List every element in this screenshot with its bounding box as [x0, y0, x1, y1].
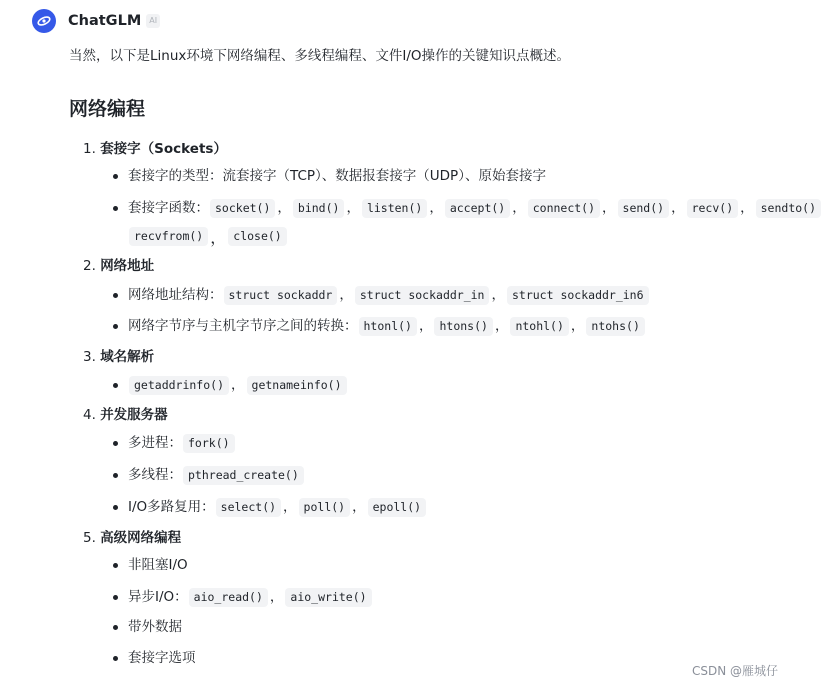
bullet-text: 多线程： [128, 467, 182, 483]
list-item-heading: 套接字（Sockets） [100, 141, 227, 157]
list-item-number: 4. [83, 407, 96, 423]
message-header [32, 8, 160, 34]
bullet-content [128, 555, 188, 575]
code-snippet: struct sockaddr_in6 [507, 286, 649, 305]
code-snippet: ntohs() [586, 317, 644, 336]
watermark: CSDN @雁城仔 [691, 664, 778, 678]
bullet-content [128, 617, 182, 637]
code-snippet: close() [228, 227, 286, 246]
bullet-text: 套接字函数： [128, 200, 209, 216]
separator: ， [283, 499, 297, 515]
code-snippet: getnameinfo() [247, 376, 347, 395]
bullet-content [128, 497, 427, 517]
code-snippet: aio_read() [189, 588, 268, 607]
bullet-content [128, 465, 305, 485]
separator: ， [269, 589, 284, 605]
code-snippet: struct sockaddr_in [355, 286, 490, 305]
separator: ， [494, 318, 509, 334]
separator: ， [277, 200, 291, 216]
code-snippet: recvfrom() [129, 227, 208, 246]
list-item-number: 2. [83, 258, 96, 274]
separator: ， [740, 200, 754, 216]
intro-text: 当然，以下是Linux环境下网络编程、多线程编程、文件I/O操作的关键知识点概述。 [69, 48, 571, 64]
list-item-heading: 域名解析 [100, 349, 155, 365]
bullet-text: 网络字节序与主机字节序之间的转换： [128, 318, 358, 334]
separator: ， [352, 499, 366, 515]
code-snippet: getaddrinfo() [129, 376, 229, 395]
list-item-number: 5. [83, 530, 96, 546]
code-snippet: aio_write() [285, 588, 371, 607]
bullet-content [128, 587, 373, 607]
bullet-text: 异步I/O： [128, 589, 188, 605]
separator: ， [418, 318, 433, 334]
separator: ， [210, 227, 227, 247]
separator: ， [512, 200, 526, 216]
bullet-text: 套接字选项 [128, 650, 196, 666]
list-item-title [83, 256, 154, 276]
bullet-text: 带外数据 [128, 619, 182, 635]
bullet-content [128, 375, 348, 395]
list-item-title [83, 405, 168, 425]
bullet-content [128, 198, 822, 218]
code-snippet: epoll() [368, 498, 426, 517]
bullet-text: 套接字的类型：流套接字（TCP）、数据报套接字（UDP）、原始套接字 [128, 168, 546, 184]
code-snippet: send() [618, 199, 670, 218]
list-item-heading: 高级网络编程 [100, 530, 182, 546]
list-item-heading: 并发服务器 [100, 407, 168, 423]
separator: ， [231, 377, 245, 393]
bullet-content [128, 285, 650, 305]
code-snippet: select() [216, 498, 281, 517]
code-snippet: struct sockaddr [224, 286, 338, 305]
separator: ， [570, 318, 585, 334]
code-snippet: socket() [210, 199, 275, 218]
code-snippet: listen() [362, 199, 427, 218]
bullet-continuation [128, 226, 288, 246]
section-title: 网络编程 [69, 98, 146, 120]
code-snippet: connect() [528, 199, 600, 218]
code-snippet: sendto() [756, 199, 821, 218]
separator: ， [671, 200, 685, 216]
code-snippet: recv() [687, 199, 739, 218]
code-snippet: pthread_create() [183, 466, 304, 485]
bullet-content [128, 648, 196, 668]
code-snippet: ntohl() [510, 317, 568, 336]
code-snippet: htons() [434, 317, 492, 336]
list-item-title [83, 528, 181, 548]
separator: ， [346, 200, 360, 216]
code-snippet: htonl() [359, 317, 417, 336]
bullet-text: 多进程： [128, 435, 182, 451]
list-item-number: 3. [83, 349, 96, 365]
separator: ， [602, 200, 616, 216]
separator: ， [491, 287, 505, 303]
separator: ， [429, 200, 443, 216]
bullet-text: I/O多路复用： [128, 499, 215, 515]
list-item-title [83, 139, 227, 159]
list-item-number: 1. [83, 141, 96, 157]
code-snippet: bind() [293, 199, 345, 218]
bullet-content [128, 166, 546, 186]
app-name: ChatGLM [68, 13, 142, 29]
chatglm-logo-icon [32, 9, 56, 33]
bullet-text: 网络地址结构： [128, 287, 223, 303]
list-item-title [83, 347, 154, 367]
code-snippet: fork() [183, 434, 235, 453]
code-snippet: accept() [445, 199, 510, 218]
bullet-text: 非阻塞I/O [128, 557, 188, 573]
bullet-content [128, 316, 646, 336]
bullet-content [128, 433, 236, 453]
list-item-heading: 网络地址 [100, 258, 155, 274]
code-snippet: poll() [299, 498, 351, 517]
ai-badge: AI [146, 14, 160, 28]
separator: ， [339, 287, 353, 303]
